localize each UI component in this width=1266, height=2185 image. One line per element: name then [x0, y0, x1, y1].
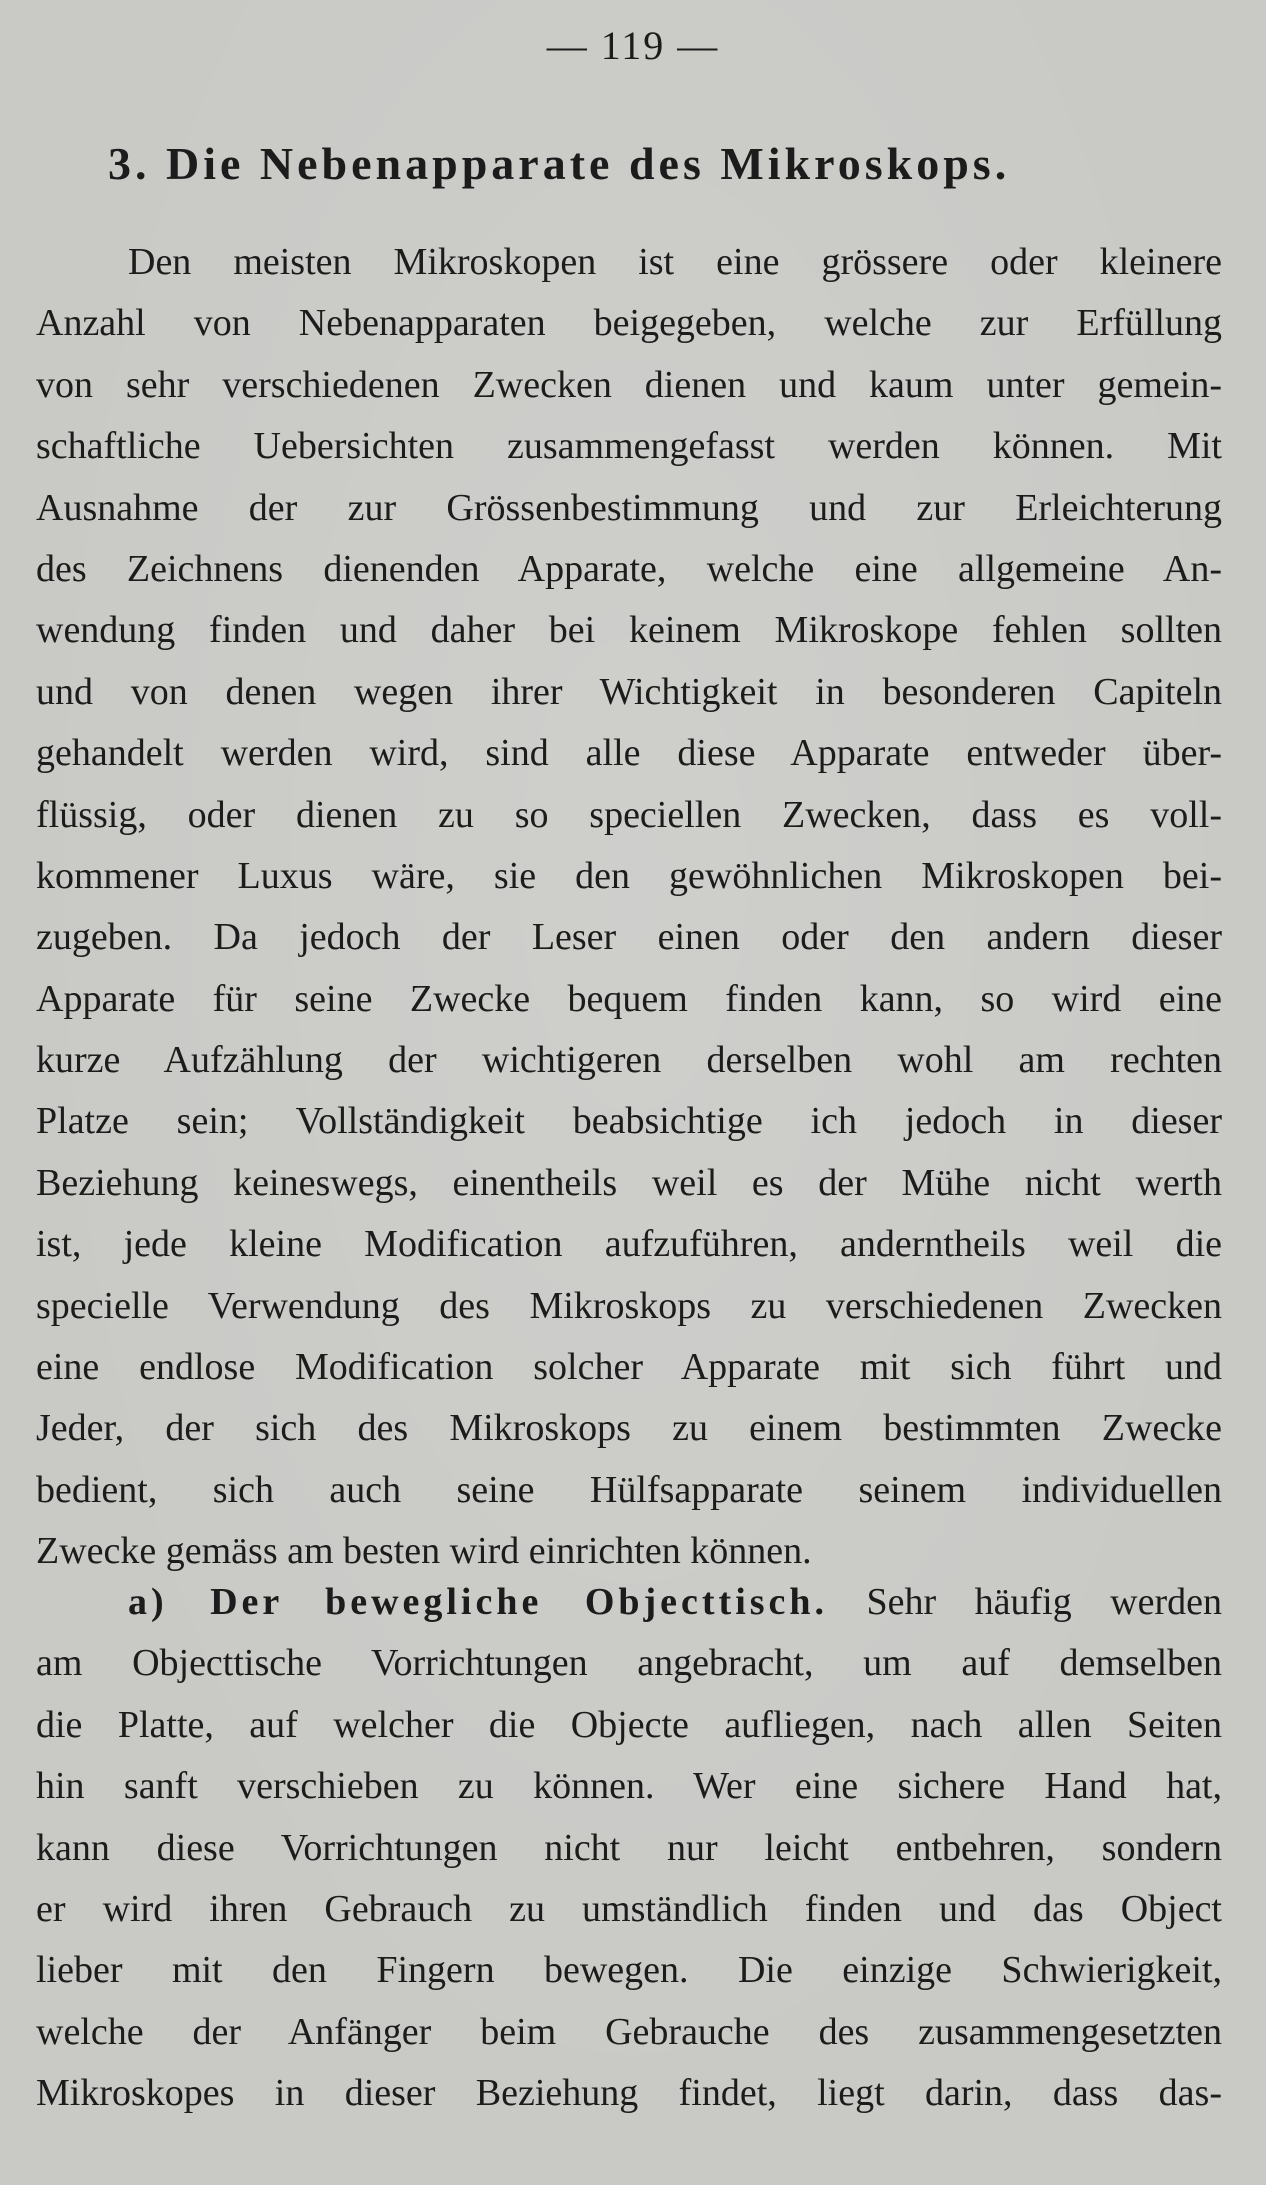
text-line: zugeben. Da jedoch der Leser einen oder den andern dieser: [36, 916, 1222, 959]
text-line: bedient, sich auch seine Hülfsapparate seinem individuellen: [36, 1468, 1222, 1511]
text-line: specielle Verwendung des Mikroskops zu verschiedenen Zwecken: [36, 1284, 1222, 1327]
text-line: von sehr verschiedenen Zwecken dienen und kaum unter gemein-: [36, 363, 1222, 406]
text-line: Ausnahme der zur Grössenbestimmung und zur Erleichterung: [36, 486, 1222, 529]
text-line: er wird ihren Gebrauch zu umständlich finden und das Object: [36, 1887, 1222, 1930]
text-line: hin sanft verschieben zu können. Wer eine sichere Hand hat,: [36, 1765, 1222, 1808]
text-line: Den meisten Mikroskopen ist eine grössere oder kleinere: [128, 241, 1222, 283]
text-line: Jeder, der sich des Mikroskops zu einem bestimmten Zwecke: [36, 1407, 1222, 1450]
text-line: Apparate für seine Zwecke bequem finden kann, so wird eine: [36, 977, 1222, 1020]
text-line: lieber mit den Fingern bewegen. Die einzige Schwierigkeit,: [36, 1949, 1222, 1992]
text-line: Mikroskopes in dieser Beziehung findet, liegt darin, dass das-: [36, 2072, 1222, 2115]
text-line: und von denen wegen ihrer Wichtigkeit in besonderen Capiteln: [36, 670, 1222, 713]
text-line: wendung finden und daher bei keinem Mikroskope fehlen sollten: [36, 609, 1222, 652]
paragraph-intro: [36, 232, 1222, 1583]
text-line: Zwecke gemäss am besten wird einrichten können.: [36, 1530, 812, 1573]
text-line: schaftliche Uebersichten zusammengefasst werden können. Mit: [36, 425, 1222, 468]
text-line: am Objecttische Vorrichtungen angebracht, um auf demselben: [36, 1642, 1222, 1685]
text-line: [36, 1572, 1222, 1633]
text-line: eine endlose Modification solcher Apparate mit sich führt und: [36, 1346, 1222, 1389]
run-in-heading: a) Der bewegliche Objecttisch.: [128, 1581, 829, 1623]
text-line: flüssig, oder dienen zu so speciellen Zwecken, dass es voll-: [36, 793, 1222, 836]
text-line: kurze Aufzählung der wichtigeren derselben wohl am rechten: [36, 1039, 1222, 1082]
text-line: gehandelt werden wird, sind alle diese Apparate entweder über-: [36, 732, 1222, 775]
text-line: Platze sein; Vollständigkeit beabsichtige ich jedoch in dieser: [36, 1100, 1222, 1143]
text-line: kommener Luxus wäre, sie den gewöhnlichen Mikroskopen bei-: [36, 854, 1222, 897]
text-line: ist, jede kleine Modification aufzuführen, anderntheils weil die: [36, 1223, 1222, 1266]
page-number: — 119 —: [546, 23, 720, 68]
text-line: die Platte, auf welcher die Objecte aufliegen, nach allen Seiten: [36, 1703, 1222, 1746]
text-line: welche der Anfänger beim Gebrauche des zusammengesetzten: [36, 2010, 1222, 2053]
text-line: kann diese Vorrichtungen nicht nur leicht entbehren, sondern: [36, 1826, 1222, 1869]
text-line: Beziehung keineswegs, einentheils weil es der Mühe nicht werth: [36, 1161, 1222, 1204]
section-heading: 3. Die Nebenapparate des Mikroskops.: [108, 138, 1011, 189]
text-line: des Zeichnens dienenden Apparate, welche eine allgemeine An-: [36, 547, 1222, 590]
text-line: Anzahl von Nebenapparaten beigegeben, welche zur Erfüllung: [36, 302, 1222, 345]
paragraph-objecttisch: [36, 1572, 1222, 2125]
run-in-text: Sehr häufig werden: [866, 1581, 1222, 1623]
